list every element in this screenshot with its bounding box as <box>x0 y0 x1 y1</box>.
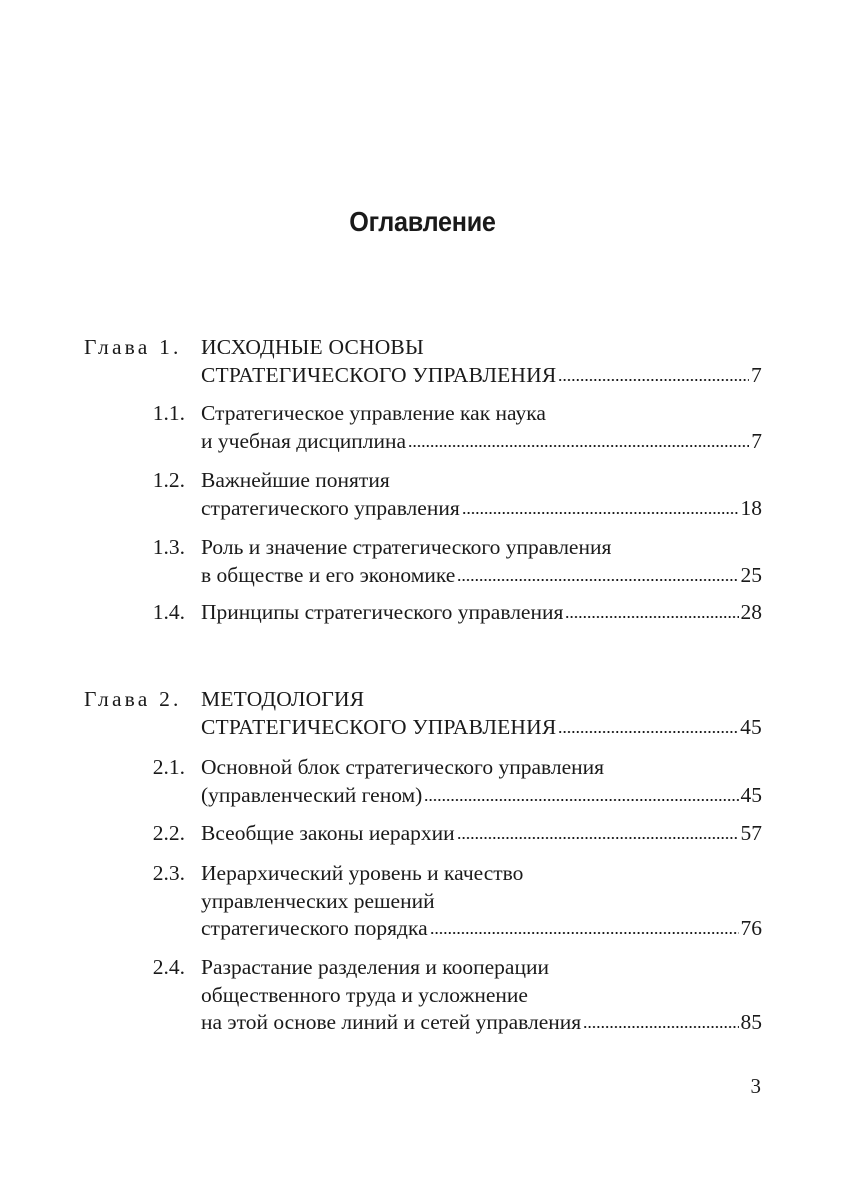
page-number: 25 <box>740 562 762 587</box>
entry-title-line: (управленческий геном) <box>201 782 423 807</box>
entry-title-line: Стратегическое управление как наука <box>201 401 546 425</box>
entry-title-line: стратегического управления <box>201 495 460 520</box>
entry-title-line: Разрастание разделения и кооперации <box>201 955 549 979</box>
dot-leader <box>457 836 739 840</box>
entry-title-line: Важнейшие понятия <box>201 468 390 492</box>
section-number: 1.1. <box>152 401 185 425</box>
dot-leader <box>558 730 738 734</box>
section-number: 2.1. <box>152 755 185 779</box>
dot-leader <box>583 1025 738 1029</box>
dot-leader <box>462 511 739 515</box>
entry-title-line: Принципы стратегического управления <box>201 600 564 624</box>
entry-title-line: общественного труда и усложнение <box>201 982 528 1007</box>
chapter-number: Глава 1. <box>84 335 182 359</box>
section-number: 2.2. <box>152 821 185 845</box>
entry-title-line: ИСХОДНЫЕ ОСНОВЫ <box>201 335 424 359</box>
page-title: Оглавление <box>349 206 496 237</box>
page-number: 45 <box>740 714 762 739</box>
entry-title-line: МЕТОДОЛОГИЯ <box>201 687 365 711</box>
entry-title-line: Иерархический уровень и качество <box>201 861 524 885</box>
section-number: 1.3. <box>152 535 185 559</box>
entry-title-line: на этой основе линий и сетей управления <box>201 1010 582 1034</box>
entry-title-line: в обществе и его экономике <box>201 562 456 587</box>
dot-leader <box>430 931 739 935</box>
section-number: 2.4. <box>152 955 185 979</box>
dot-leader <box>565 615 738 619</box>
page-number: 57 <box>740 821 762 845</box>
entry-title-line: Роль и значение стратегического управления <box>201 535 612 559</box>
section-number: 2.3. <box>152 861 185 885</box>
dot-leader <box>558 378 749 382</box>
section-number: 1.2. <box>152 468 185 492</box>
entry-title-line: СТРАТЕГИЧЕСКОГО УПРАВЛЕНИЯ <box>201 714 557 739</box>
entry-title-line: и учебная дисциплина <box>201 428 407 453</box>
entry-title-line: стратегического порядка <box>201 916 428 940</box>
page-number: 28 <box>740 600 762 624</box>
dot-leader <box>424 798 738 802</box>
entry-title-line: Всеобщие законы иерархии <box>201 821 455 845</box>
page-number: 76 <box>740 916 762 940</box>
page-folio: 3 <box>750 1074 761 1098</box>
dot-leader <box>457 578 738 582</box>
section-number: 1.4. <box>152 600 185 624</box>
entry-title-line: управленческих решений <box>201 888 435 913</box>
page-number: 18 <box>740 495 762 520</box>
dot-leader <box>408 444 749 448</box>
page-number: 85 <box>740 1010 762 1034</box>
page-number: 7 <box>751 428 762 453</box>
chapter-number: Глава 2. <box>84 687 182 711</box>
page-number: 7 <box>751 362 762 387</box>
entry-title-line: СТРАТЕГИЧЕСКОГО УПРАВЛЕНИЯ <box>201 362 557 387</box>
page-number: 45 <box>740 782 762 807</box>
entry-title-line: Основной блок стратегического управления <box>201 755 605 779</box>
